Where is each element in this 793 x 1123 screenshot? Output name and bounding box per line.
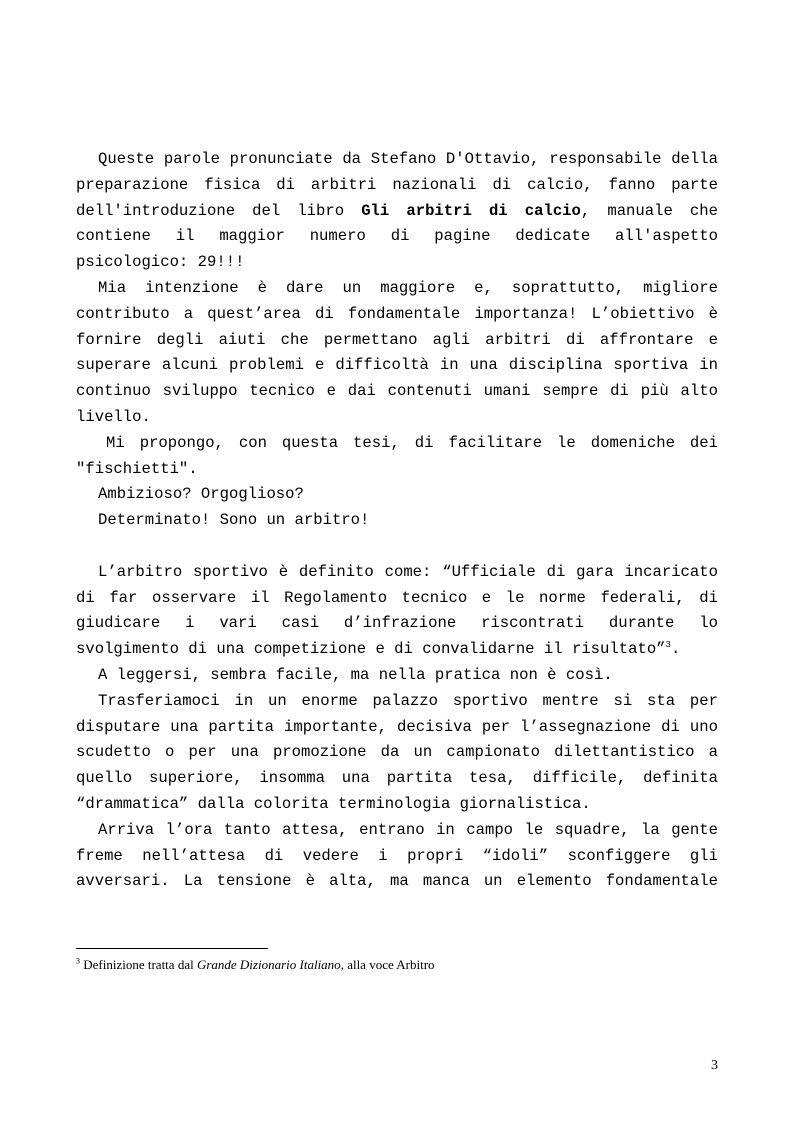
paragraph-proposal: Mi propongo, con questa tesi, di facilitare le domeniche dei "fischietti". (76, 433, 718, 478)
footnote-text-end: , alla voce Arbitro (340, 957, 435, 972)
footnote-source-title: Grande Dizionario Italiano (196, 957, 341, 972)
paragraph-definition-text: L’arbitro sportivo è definito come: “Ufficiale di gara incaricato di far osservare il Regolamento tecnico e le norme federali, di giudicare i vari casi d’infrazione riscontrati durante lo svolgimento di una competizione e di convalidarne il risultato” (76, 562, 718, 659)
paragraph-easy: A leggersi, sembra facile, ma nella pratica non è così. (98, 665, 613, 684)
footnote-reference[interactable]: 3 (665, 639, 671, 650)
page-number: 3 (711, 1058, 718, 1073)
footnote-number: 3 (76, 956, 80, 966)
paragraph-intro-text: Queste parole pronunciate da Stefano D'Ottavio, responsabile della preparazione fisica di arbitri nazionali di calcio, fanno parte dell'introduzione del libro (76, 150, 718, 220)
paragraph-determined: Determinato! Sono un arbitro! (98, 511, 370, 530)
book-title: Gli arbitri di calcio (361, 201, 581, 220)
paragraph-arrival: Arriva l’ora tanto attesa, entrano in campo le squadre, la gente freme nell’attesa di vedere i propri “idoli” sconfiggere gli avversari. La tensione è alta, ma manca un elemento fondamentale (76, 820, 718, 891)
paragraph-definition-end: . (670, 640, 681, 659)
paragraph-definition (76, 560, 718, 663)
paragraph-palace: Trasferiamoci in un enorme palazzo sportivo mentre si sta per disputare una partita importante, decisiva per l’assegnazione di uno scudetto o per una promozione da un campionato dilettantistico a quello superiore, insomma una partita tesa, difficile, definita “drammatica” dalla colorita terminologia giornalistica. (76, 691, 718, 813)
footnote (76, 956, 718, 974)
footnote-separator (76, 948, 268, 949)
body-text (76, 147, 718, 895)
paragraph-intro-text-end: , manuale che contiene il maggior numero di pagine dedicate all'aspetto psicologico: 29!!! (76, 201, 718, 272)
paragraph-gap (76, 534, 718, 560)
paragraph-ambitious: Ambizioso? Orgoglioso? (98, 485, 304, 504)
footnote-text: Definizione tratta dal (80, 957, 197, 972)
paragraph-intention: Mia intenzione è dare un maggiore e, soprattutto, migliore contributo a quest’area di fondamentale importanza! L’obiettivo è fornire degli aiuti che permettano agli arbitri di affrontare e superare alcuni problemi e difficoltà in una disciplina sportiva in continuo sviluppo tecnico e dai contenuti umani sempre di più alto livello. (76, 278, 718, 426)
paragraph-intro (76, 147, 718, 276)
